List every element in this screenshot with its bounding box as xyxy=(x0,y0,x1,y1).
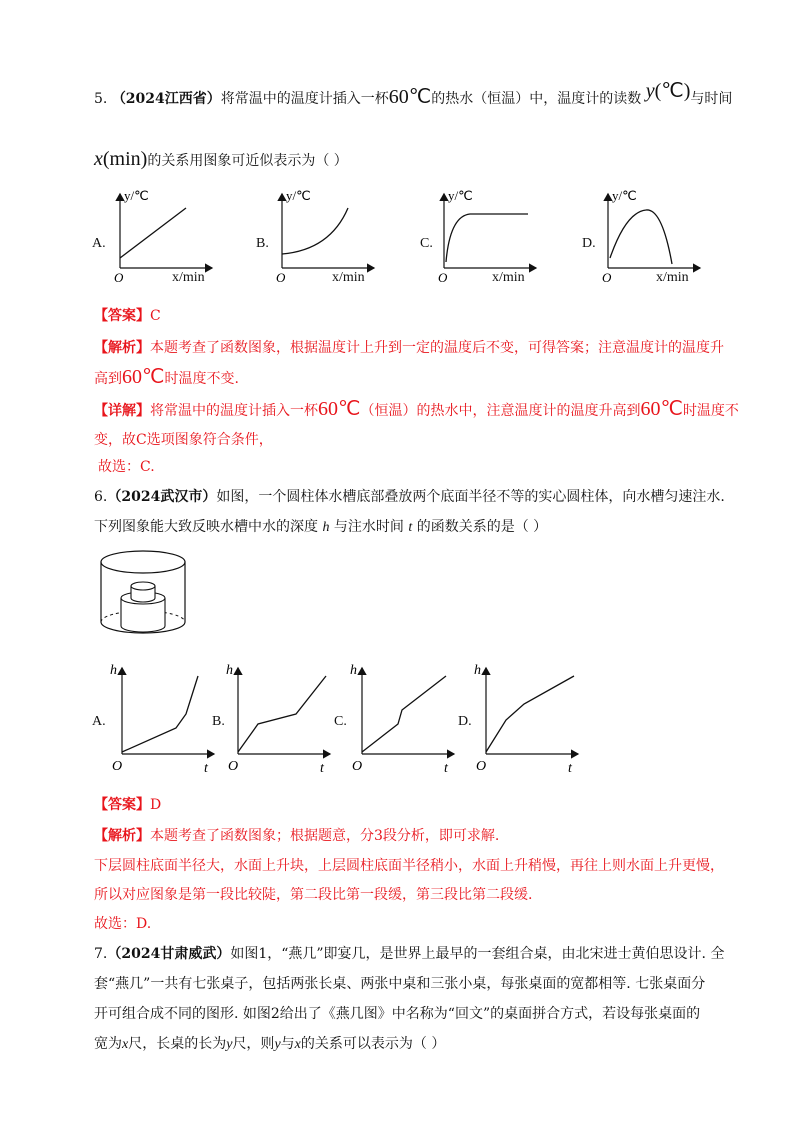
y-axis-label: y/℃ xyxy=(124,188,149,203)
q5-text-b: 的热水（恒温）中，温度计的读数 xyxy=(431,91,642,107)
detail-text-1a: 将常温中的温度计插入一杯 xyxy=(150,403,318,419)
q6-source: （2024武汉市） xyxy=(107,489,217,505)
q6-text-2b: 与注水时间 xyxy=(333,519,404,535)
q7-text-4c: 尺，则 xyxy=(232,1036,275,1052)
origin-label: O xyxy=(438,270,448,285)
graph-a-line xyxy=(122,676,198,752)
origin-label: O xyxy=(276,270,286,285)
q5-option-b-label: B. xyxy=(256,236,269,251)
analysis-temp: 60℃ xyxy=(122,366,165,388)
origin-label: O xyxy=(602,270,612,285)
q6-number: 6. xyxy=(94,489,108,505)
x-axis-label: t xyxy=(444,761,448,776)
analysis-text: 本题考查了函数图象；根据题意，分3段分析，即可求解. xyxy=(150,828,500,844)
graph-d-line xyxy=(486,676,574,752)
analysis-text-2a: 高到 xyxy=(94,371,122,387)
x-axis-label: t xyxy=(204,761,208,776)
detail-text-1b: （恒温）的热水中，注意温度计的温度升高到 xyxy=(360,403,641,419)
detail-temp1: 60℃ xyxy=(318,398,361,420)
q7-text-4a: 宽为 xyxy=(94,1036,122,1052)
q6-h-var: h xyxy=(322,520,330,535)
q6-option-c-label: C. xyxy=(334,714,347,729)
q5-option-a-label: A. xyxy=(92,236,106,251)
q5-stem-line2 xyxy=(94,148,348,171)
x-axis-label: t xyxy=(568,761,572,776)
y-axis-label: h xyxy=(226,663,233,678)
graph-b-line xyxy=(238,676,326,752)
q6-stem-line2 xyxy=(94,516,547,536)
y-axis-label: y/℃ xyxy=(448,188,473,203)
q5-y-var: y xyxy=(645,80,655,102)
origin-label: O xyxy=(228,759,239,774)
q7-y-var: y xyxy=(226,1037,233,1052)
q7-text-4e: 的关系可以表示为（ ） xyxy=(300,1036,446,1052)
answer-value: C xyxy=(150,308,161,324)
q5-option-c-label: C. xyxy=(420,236,433,251)
q7-number: 7. xyxy=(94,946,108,962)
q6-graph-a xyxy=(110,656,222,780)
q5-detail-line1 xyxy=(94,396,739,421)
q6-text-1: 如图，一个圆柱体水槽底部叠放两个底面半径不等的实心圆柱体，向水槽匀速注水. xyxy=(216,489,725,505)
q6-graph-b xyxy=(226,656,338,780)
q6-graph-d xyxy=(474,656,586,780)
q5-graph-c xyxy=(432,186,542,290)
y-axis-label: h xyxy=(474,663,481,678)
q7-x-var: x xyxy=(122,1037,129,1052)
q7-source: （2024甘肃威武） xyxy=(107,946,231,962)
detail-temp2: 60℃ xyxy=(640,398,683,420)
q7-text-4d: 与 xyxy=(280,1036,295,1052)
q5-graph-d-xlabel: x/min xyxy=(656,270,689,285)
q6-option-b-label: B. xyxy=(212,714,225,729)
q5-answer xyxy=(94,305,161,325)
q5-x-var: x xyxy=(94,148,103,170)
detail-label: 【详解】 xyxy=(94,403,150,419)
q6-option-a-label: A. xyxy=(92,714,106,729)
curve-peak xyxy=(610,210,672,264)
q5-detail-line2: 变，故C选项图象符合条件， xyxy=(94,432,273,448)
q5-analysis-line2 xyxy=(94,364,239,389)
y-axis-label: h xyxy=(110,663,117,678)
q7-line2: 套“燕几”一共有七张桌子，包括两张长桌、两张中桌和三张小桌，每张桌面的宽都相等. 七张桌面分 xyxy=(94,976,706,992)
answer-label: 【答案】 xyxy=(94,797,150,813)
q6-analysis-line3: 所以对应图象是第一段比较陡，第二段比第一段缓，第三段比第二段缓. xyxy=(94,887,533,903)
q6-analysis-line1 xyxy=(94,825,499,845)
curve-saturating xyxy=(446,214,528,262)
q5-y-unit: (℃) xyxy=(654,80,691,102)
q5-option-d-label: D. xyxy=(582,236,596,251)
q6-stem-line1 xyxy=(94,486,725,506)
upper-cylinder-top xyxy=(131,582,155,590)
analysis-label: 【解析】 xyxy=(94,828,150,844)
q7-line1 xyxy=(94,943,724,963)
origin-label: O xyxy=(114,270,124,285)
y-axis-label: y/℃ xyxy=(612,188,637,203)
analysis-text: 本题考查了函数图象，根据温度计上升到一定的温度后不变，可得答案；注意温度计的温度升 xyxy=(150,340,724,356)
q6-text-2c: 的函数关系的是（ ） xyxy=(416,519,548,535)
curve-line xyxy=(120,208,186,258)
y-axis-label: y/℃ xyxy=(286,188,311,203)
q5-conclusion: 故选：C. xyxy=(98,459,155,475)
q5-graph-d xyxy=(596,186,706,290)
q5-text-a: 将常温中的温度计插入一杯 xyxy=(220,91,389,107)
q7-text-1: 如图1，“燕几”即宴几，是世界上最早的一套组合桌，由北宋进士黄伯思设计. 全 xyxy=(230,946,725,962)
x-axis-label: t xyxy=(320,761,324,776)
q5-graph-c-xlabel: x/min xyxy=(492,270,525,285)
q5-analysis-line1 xyxy=(94,337,724,357)
origin-label: O xyxy=(352,759,363,774)
origin-label: O xyxy=(112,759,123,774)
q5-text-c: 与时间 xyxy=(690,91,733,107)
curve-convex xyxy=(282,208,348,254)
answer-value: D xyxy=(150,797,162,813)
analysis-label: 【解析】 xyxy=(94,340,150,356)
q6-text-2a: 下列图象能大致反映水槽中水的深度 xyxy=(94,519,318,535)
q7-y-var-2: y xyxy=(274,1037,281,1052)
q6-t-var: t xyxy=(408,520,413,535)
q5-temp: 60℃ xyxy=(388,86,432,108)
q7-x-var-2: x xyxy=(294,1037,301,1052)
q5-x-unit: (min) xyxy=(102,148,148,170)
analysis-text-2b: 时温度不变. xyxy=(164,371,239,387)
q6-conclusion: 故选：D. xyxy=(94,916,152,932)
q7-line3: 开可组合成不同的图形. 如图2给出了《燕几图》中名称为“回文”的桌面拼合方式，若设每张桌面的 xyxy=(94,1006,701,1022)
graph-c-line xyxy=(362,676,446,752)
q5-stem-line1 xyxy=(94,80,733,109)
origin-label: O xyxy=(476,759,487,774)
q5-source: （2024江西省） xyxy=(111,91,221,107)
detail-text-1c: 时温度不 xyxy=(682,403,739,419)
q5-graph-b-xlabel: x/min xyxy=(332,270,365,285)
q6-answer xyxy=(94,794,161,814)
q6-option-d-label: D. xyxy=(458,714,472,729)
answer-label: 【答案】 xyxy=(94,308,150,324)
q6-graph-c xyxy=(350,656,462,780)
y-axis-label: h xyxy=(350,663,357,678)
q5-text-d: 的关系用图象可近似表示为（ ） xyxy=(147,153,348,169)
q5-graph-a-xlabel: x/min xyxy=(172,270,205,285)
tank-top xyxy=(101,551,185,573)
q5-number: 5. xyxy=(94,91,108,107)
q7-line4 xyxy=(94,1033,445,1053)
q6-tank-figure xyxy=(88,544,200,644)
q7-text-4b: 尺，长桌的长为 xyxy=(128,1036,227,1052)
q6-analysis-line2: 下层圆柱底面半径大，水面上升块，上层圆柱底面半径稍小，水面上升稍慢，再往上则水面上升更慢， xyxy=(94,858,724,874)
